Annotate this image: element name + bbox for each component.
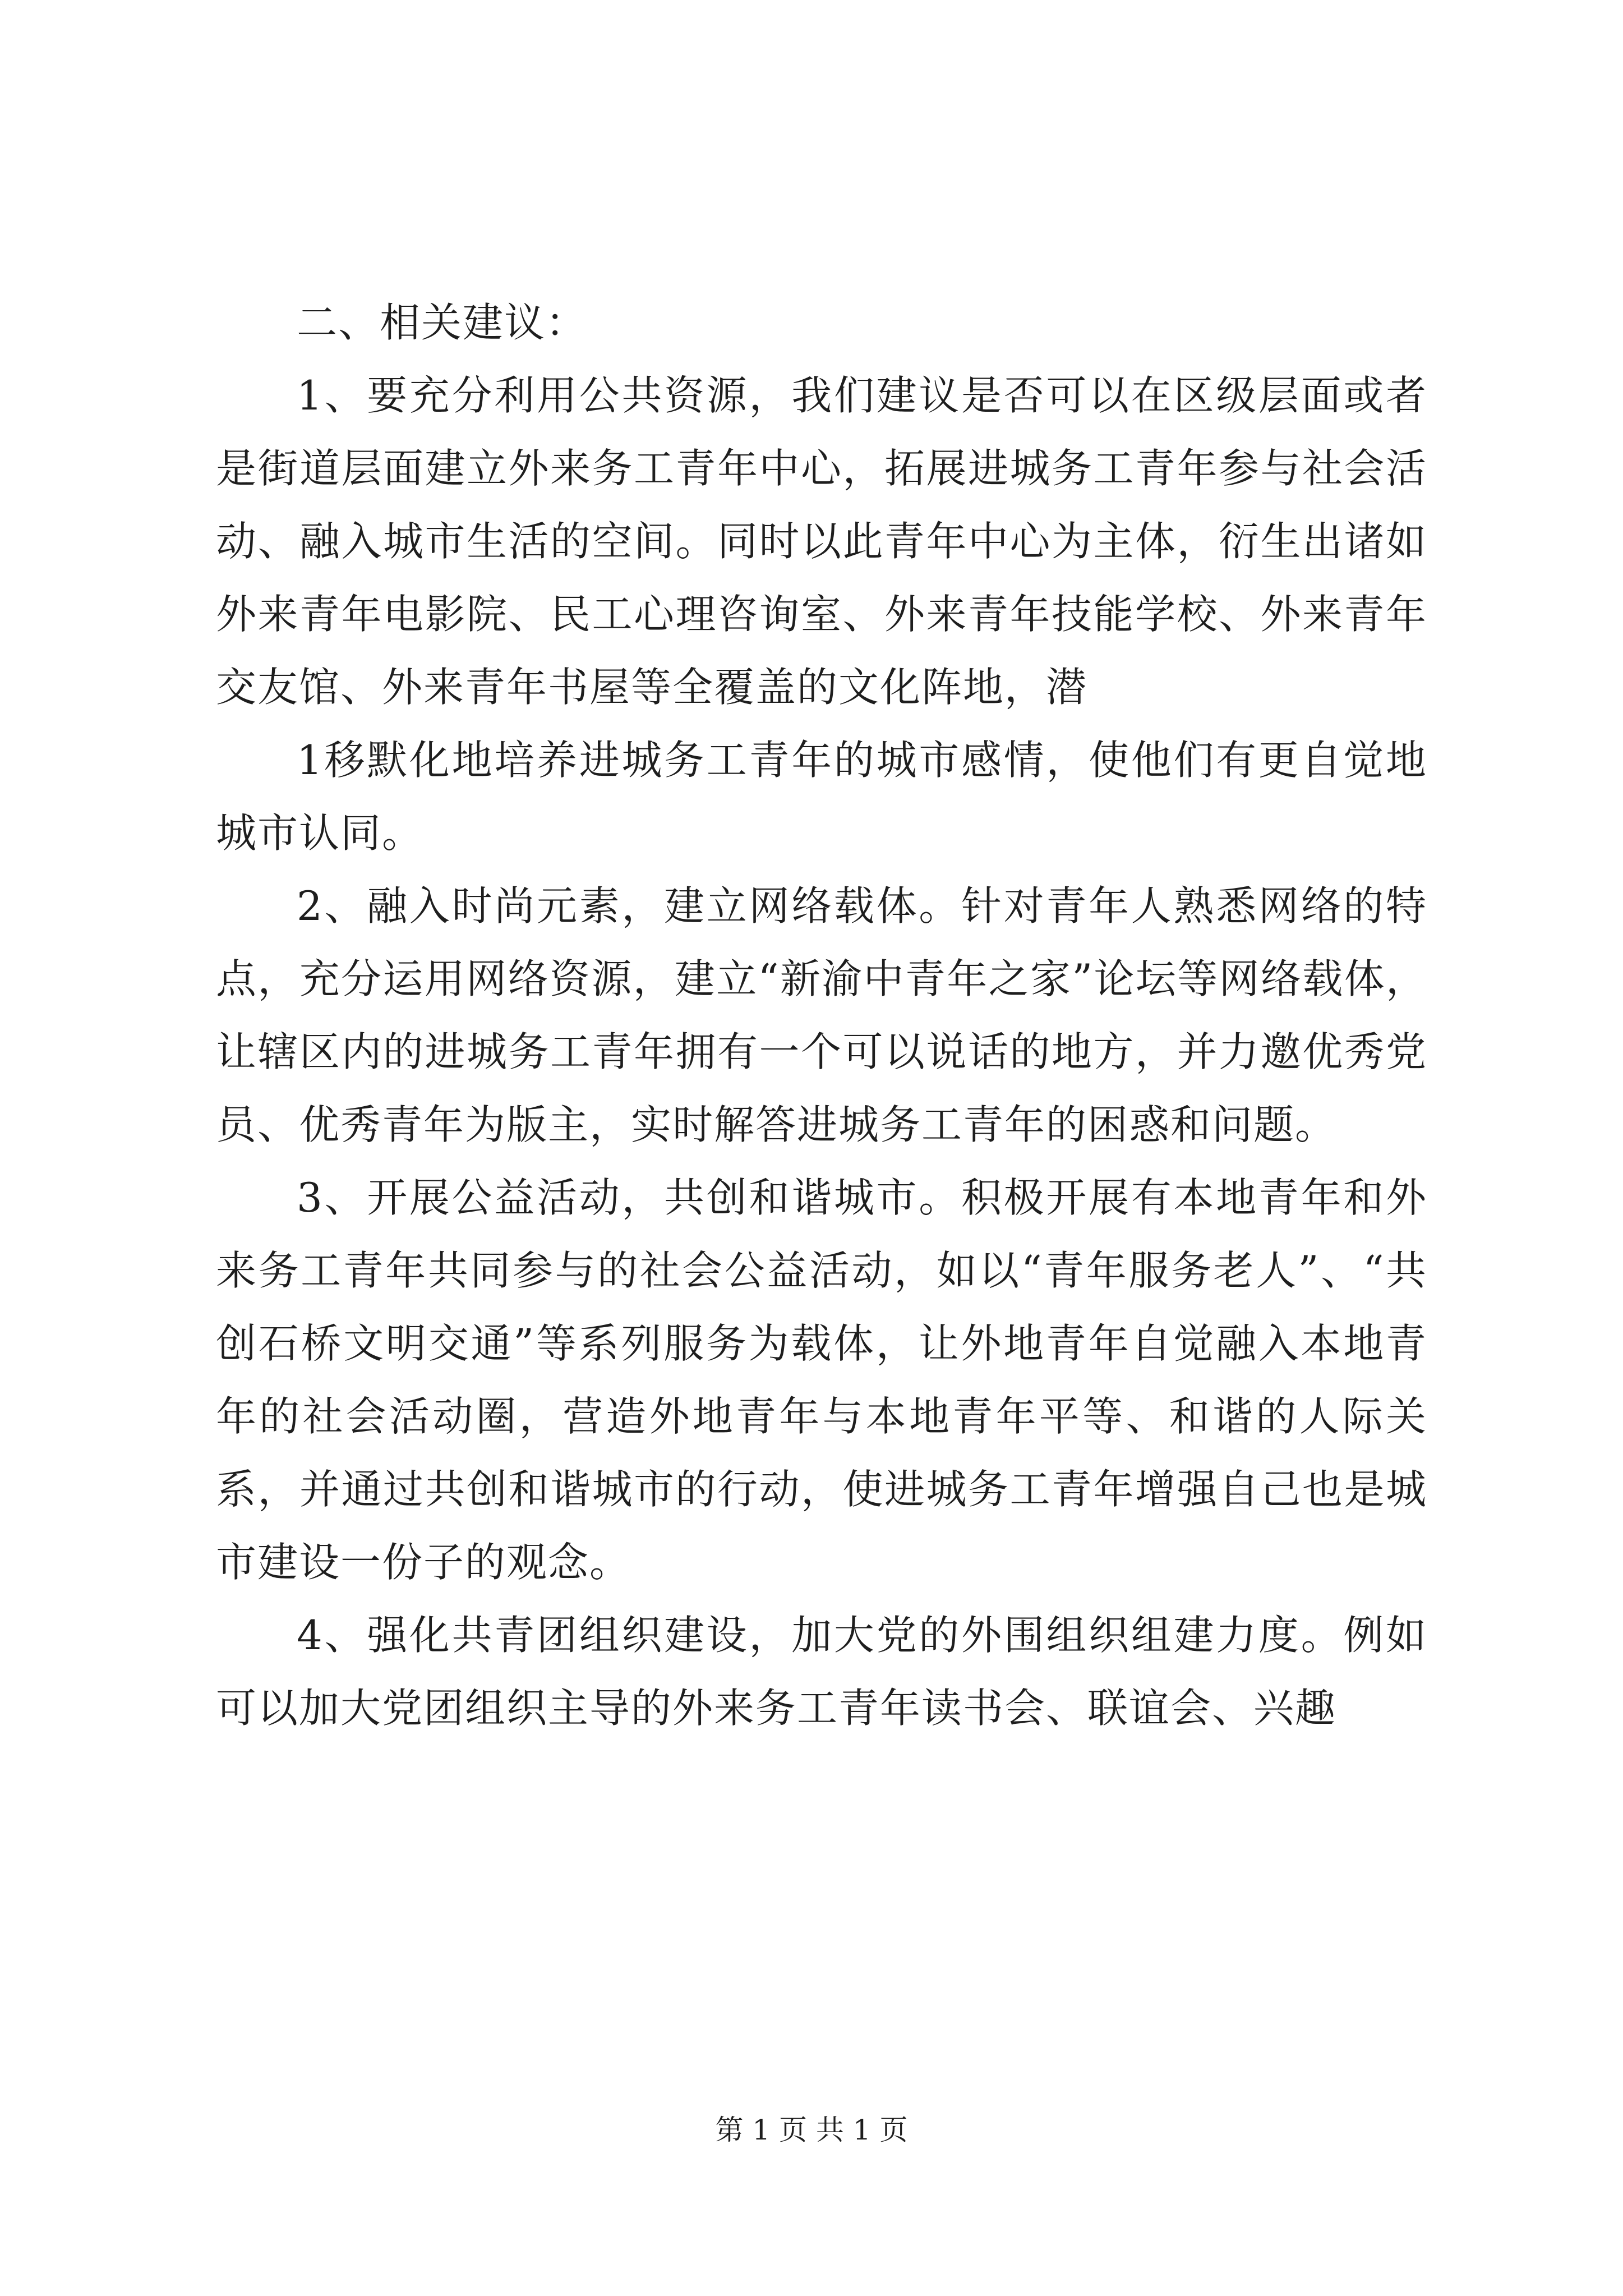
document-body bbox=[216, 286, 1427, 1745]
paragraph-suggestion-1: 1、要充分利用公共资源，我们建议是否可以在区级层面或者是街道层面建立外来务工青年中心，拓展进城务工青年参与社会活动、融入城市生活的空间。同时以此青年中心为主体，衍生出诸如外来青年电影院、民工心理咨询室、外来青年技能学校、外来青年交友馆、外来青年书屋等全覆盖的文化阵地，潜 bbox=[216, 372, 1427, 711]
paragraph-suggestion-4: 4、强化共青团组织建设，加大党的外围组织组建力度。例如可以加大党团组织主导的外来务工青年读书会、联谊会、兴趣 bbox=[216, 1612, 1427, 1732]
paragraph-suggestion-1-continued: 1移默化地培养进城务工青年的城市感情，使他们有更自觉地城市认同。 bbox=[216, 737, 1427, 857]
paragraph-suggestion-3: 3、开展公益活动，共创和谐城市。积极开展有本地青年和外来务工青年共同参与的社会公益活动，如以“青年服务老人”、“共创石桥文明交通”等系列服务为载体，让外地青年自觉融入本地青年的社会活动圈，营造外地青年与本地青年平等、和谐的人际关系，并通过共创和谐城市的行动，使进城务工青年增强自己也是城市建设一份子的观念。 bbox=[216, 1174, 1427, 1586]
page-footer: 第 1 页 共 1 页 bbox=[715, 2114, 908, 2146]
paragraph-suggestion-2: 2、融入时尚元素，建立网络载体。针对青年人熟悉网络的特点，充分运用网络资源，建立“新渝中青年之家”论坛等网络载体，让辖区内的进城务工青年拥有一个可以说话的地方，并力邀优秀党员、优秀青年为版主，实时解答进城务工青年的困惑和问题。 bbox=[216, 882, 1427, 1148]
section-heading: 二、相关建议： bbox=[297, 299, 588, 346]
